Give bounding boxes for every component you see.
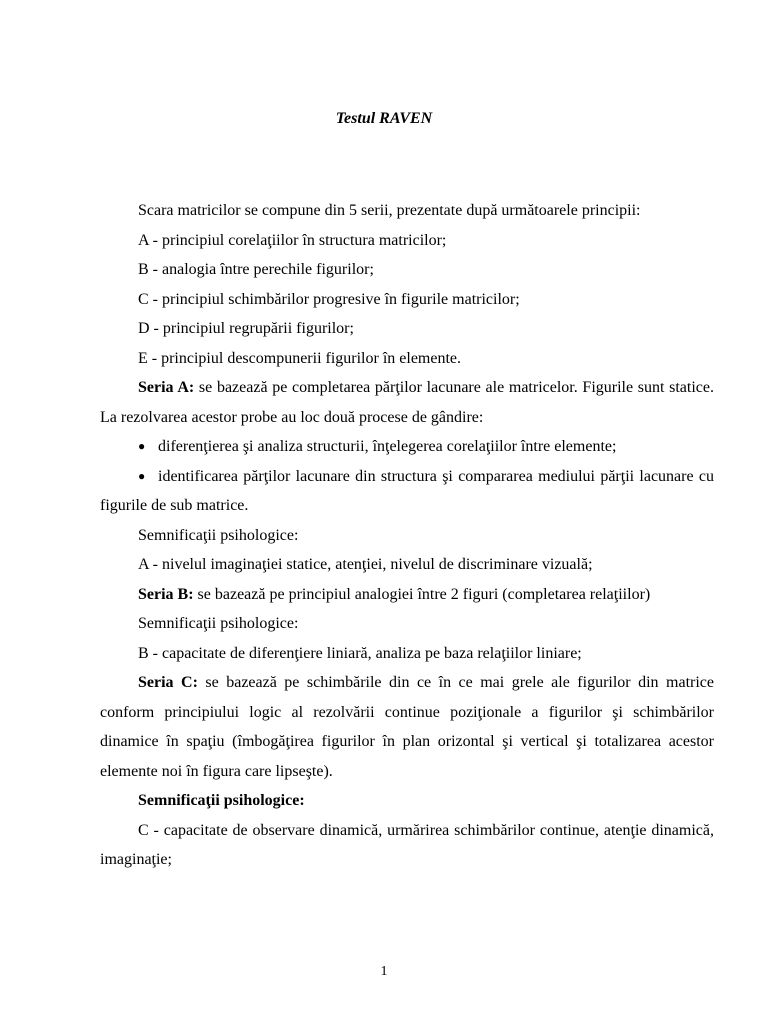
paragraph-c-semnificatie: C - capacitate de observare dinamică, urmărirea schimbărilor continue, atenţie dinamică, imaginaţie; <box>100 821 714 868</box>
semnificatii-3-label: Semnificaţii psihologice: <box>138 792 305 809</box>
paragraph-semnificatii-2: Semnificaţii psihologice: <box>138 615 299 632</box>
seria-c-label: Seria C: <box>138 674 198 691</box>
paragraph-seria-b <box>100 580 714 610</box>
paragraph-principle-b: B - analogia între perechile figurilor; <box>138 261 374 278</box>
bullet-item-2-text: identificarea părţilor lacunare din structura şi compararea mediului părţii lacunare cu figurile de sub matrice. <box>100 467 714 514</box>
paragraph-a-semnificatie: A - nivelul imaginaţiei statice, atenţiei, nivelul de discriminare vizuală; <box>138 556 593 573</box>
bullet-icon: ● <box>138 468 146 483</box>
paragraph-principle-c: C - principiul schimbărilor progresive în figurile matricilor; <box>138 290 520 308</box>
paragraph-semnificatii-3 <box>100 786 714 816</box>
seria-a-text: se bazează pe completarea părţilor lacunare ale matricelor. Figurile sunt statice. La rezolvarea acestor probe au loc două procese de gândire: <box>100 379 714 426</box>
document-body <box>100 196 714 875</box>
bullet-item-1-text: diferenţierea şi analiza structurii, înţelegerea corelaţiilor între elemente; <box>158 438 617 455</box>
paragraph-intro: Scara matricilor se compune din 5 serii, prezentate după următoarele principii: <box>138 202 641 219</box>
document-title: Testul RAVEN <box>335 110 433 127</box>
paragraph-b-semnificatie: B - capacitate de diferenţiere liniară, analiza pe baza relaţiilor liniare; <box>138 644 582 662</box>
seria-b-text: se bazează pe principiul analogiei între 2 figuri (completarea relaţiilor) <box>193 585 651 603</box>
paragraph-semnificatii-1: Semnificaţii psihologice: <box>138 526 299 544</box>
seria-a-label: Seria A: <box>138 379 195 396</box>
paragraph-principle-e: E - principiul descompunerii figurilor în elemente. <box>138 349 462 367</box>
bullet-item-1 <box>100 432 714 462</box>
bullet-icon: ● <box>138 439 146 453</box>
paragraph-principle-d: D - principiul regrupării figurilor; <box>138 320 354 337</box>
paragraph-principle-a: A - principiul corelaţiilor în structura matricilor; <box>138 231 447 249</box>
paragraph-seria-c <box>100 668 714 786</box>
seria-c-text: se bazează pe schimbările din ce în ce mai grele ale figurilor din matrice conform principiului logic al rezolvării continue poziţionale a figurilor şi schimbărilor dinamice în spaţiu (îmbogăţirea figurilor în plan orizontal şi vertical şi totalizarea acestor elemente noi în figura care lipseşte). <box>100 674 715 780</box>
seria-b-label: Seria B: <box>138 585 194 603</box>
paragraph-seria-a <box>100 373 714 432</box>
bullet-item-2 <box>100 462 714 521</box>
page-number: 1 <box>380 964 388 979</box>
